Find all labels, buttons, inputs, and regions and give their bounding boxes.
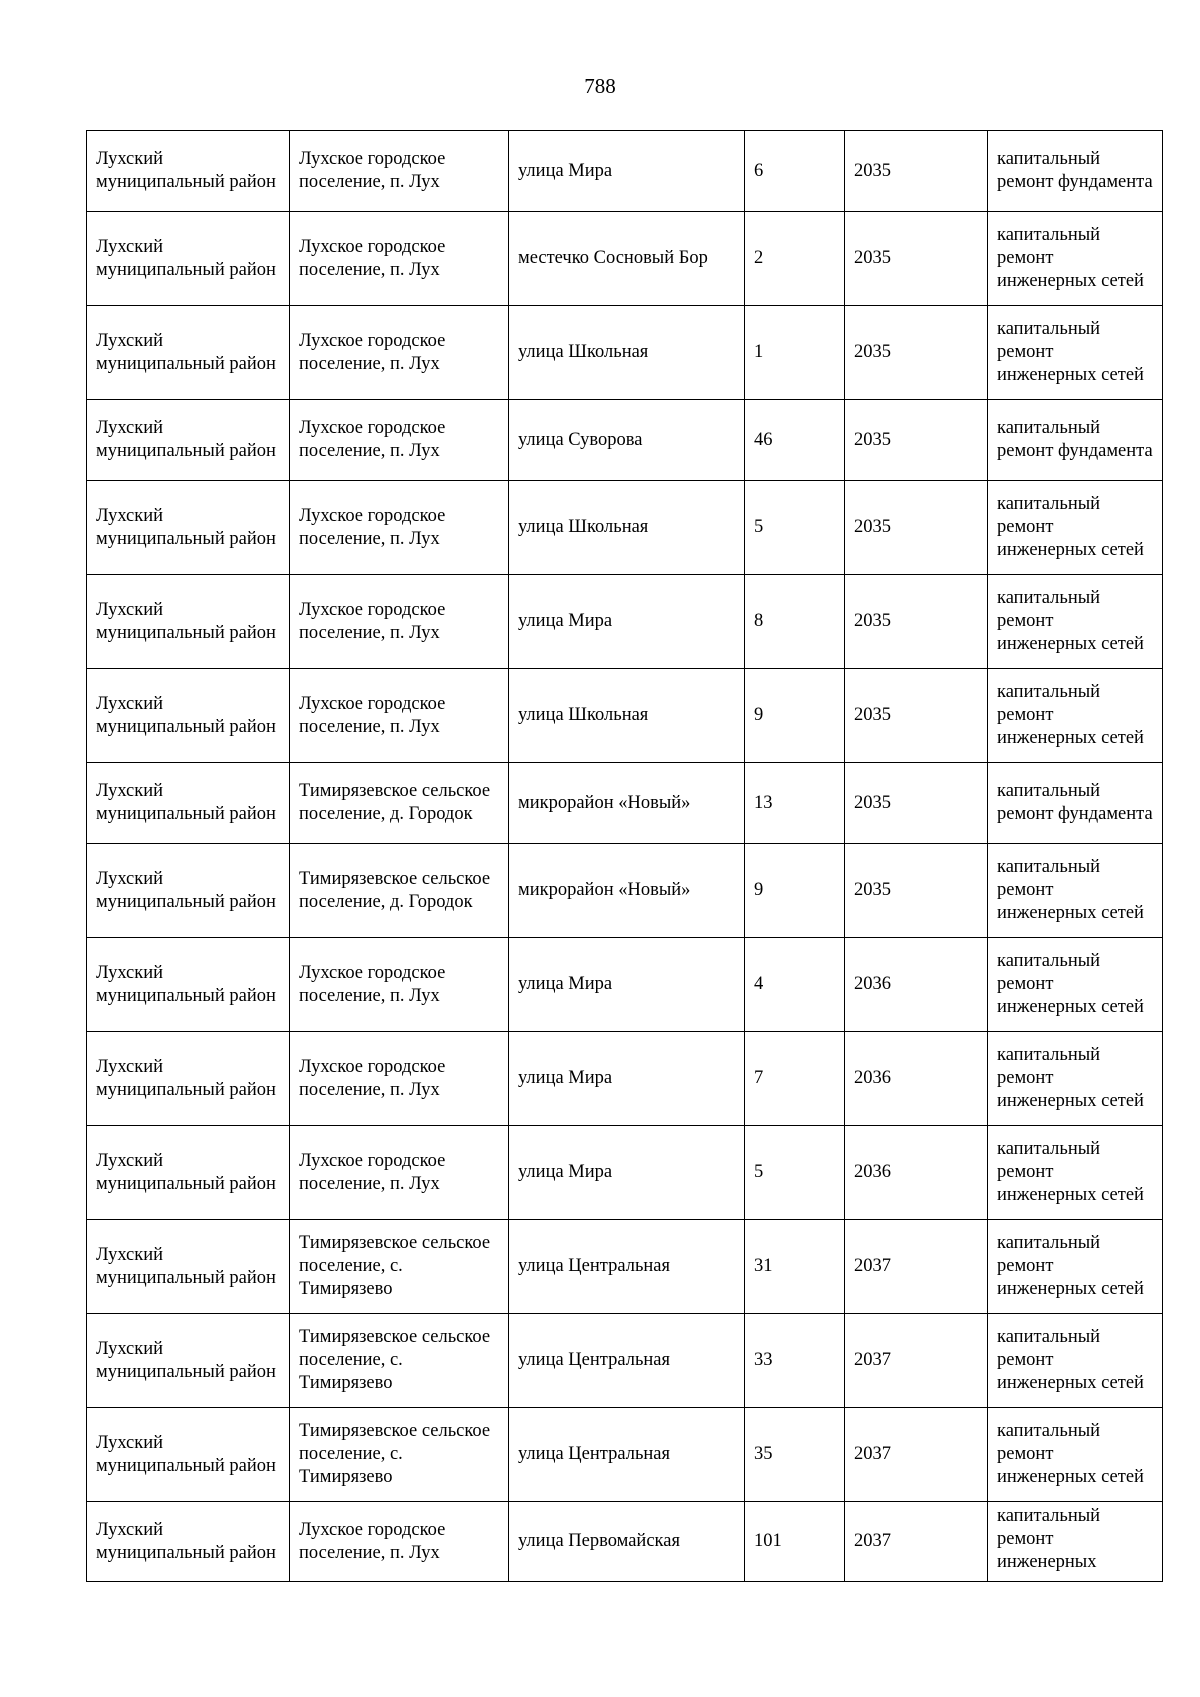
year-cell: 2036 — [845, 1126, 988, 1220]
house-number-cell: 35 — [745, 1408, 845, 1502]
house-number-cell: 6 — [745, 131, 845, 212]
district-cell: Лухский муниципальный район — [87, 763, 290, 844]
district-cell: Лухский муниципальный район — [87, 1502, 290, 1582]
year-cell: 2035 — [845, 669, 988, 763]
street-cell: улица Мира — [509, 131, 745, 212]
work-type-cell: капитальный ремонт инженерных сетей — [988, 481, 1163, 575]
work-type-cell: капитальный ремонт фундамента — [988, 763, 1163, 844]
street-cell: улица Мира — [509, 575, 745, 669]
street-cell: улица Мира — [509, 1126, 745, 1220]
street-cell: улица Суворова — [509, 400, 745, 481]
street-cell: микрорайон «Новый» — [509, 844, 745, 938]
page-number: 788 — [584, 74, 616, 98]
street-cell: улица Школьная — [509, 481, 745, 575]
work-type-cell: капитальный ремонт фундамента — [988, 131, 1163, 212]
street-cell: улица Мира — [509, 1032, 745, 1126]
settlement-cell: Тимирязевское сельское поселение, д. Городок — [290, 844, 509, 938]
work-type-cell: капитальный ремонт инженерных сетей — [988, 212, 1163, 306]
house-number-cell: 101 — [745, 1502, 845, 1582]
year-cell: 2037 — [845, 1502, 988, 1582]
table-row — [87, 669, 1163, 763]
table-row — [87, 131, 1163, 212]
year-cell: 2035 — [845, 763, 988, 844]
table-row — [87, 938, 1163, 1032]
table-row — [87, 1408, 1163, 1502]
settlement-cell: Лухское городское поселение, п. Лух — [290, 1032, 509, 1126]
year-cell: 2037 — [845, 1408, 988, 1502]
year-cell: 2035 — [845, 306, 988, 400]
house-number-cell: 7 — [745, 1032, 845, 1126]
district-cell: Лухский муниципальный район — [87, 844, 290, 938]
street-cell: улица Центральная — [509, 1408, 745, 1502]
year-cell: 2037 — [845, 1314, 988, 1408]
house-number-cell: 5 — [745, 481, 845, 575]
housing-repair-table — [86, 130, 1163, 1582]
work-type-cell: капитальный ремонт инженерных сетей — [988, 1220, 1163, 1314]
table-row — [87, 575, 1163, 669]
settlement-cell: Лухское городское поселение, п. Лух — [290, 400, 509, 481]
settlement-cell: Лухское городское поселение, п. Лух — [290, 212, 509, 306]
settlement-cell: Тимирязевское сельское поселение, д. Городок — [290, 763, 509, 844]
settlement-cell: Лухское городское поселение, п. Лух — [290, 481, 509, 575]
street-cell: улица Первомайская — [509, 1502, 745, 1582]
year-cell: 2035 — [845, 844, 988, 938]
table-row — [87, 763, 1163, 844]
work-type-cell: капитальный ремонт инженерных сетей — [988, 306, 1163, 400]
house-number-cell: 13 — [745, 763, 845, 844]
street-cell: улица Мира — [509, 938, 745, 1032]
district-cell: Лухский муниципальный район — [87, 575, 290, 669]
district-cell: Лухский муниципальный район — [87, 131, 290, 212]
table-row — [87, 1032, 1163, 1126]
work-type-cell: капитальный ремонт инженерных сетей — [988, 575, 1163, 669]
table-row — [87, 1126, 1163, 1220]
settlement-cell: Тимирязевское сельское поселение, с. Тимирязево — [290, 1220, 509, 1314]
work-type-cell: капитальный ремонт инженерных сетей — [988, 1314, 1163, 1408]
work-type-cell: капитальный ремонт инженерных сетей — [988, 844, 1163, 938]
district-cell: Лухский муниципальный район — [87, 1408, 290, 1502]
house-number-cell: 9 — [745, 669, 845, 763]
settlement-cell: Тимирязевское сельское поселение, с. Тимирязево — [290, 1314, 509, 1408]
year-cell: 2035 — [845, 131, 988, 212]
district-cell: Лухский муниципальный район — [87, 212, 290, 306]
district-cell: Лухский муниципальный район — [87, 938, 290, 1032]
house-number-cell: 5 — [745, 1126, 845, 1220]
year-cell: 2035 — [845, 400, 988, 481]
street-cell: местечко Сосновый Бор — [509, 212, 745, 306]
district-cell: Лухский муниципальный район — [87, 1314, 290, 1408]
settlement-cell: Лухское городское поселение, п. Лух — [290, 1126, 509, 1220]
work-type-cell: капитальный ремонт инженерных сетей — [988, 1032, 1163, 1126]
work-type-cell: капитальный ремонт инженерных сетей — [988, 669, 1163, 763]
table-row — [87, 306, 1163, 400]
settlement-cell: Лухское городское поселение, п. Лух — [290, 575, 509, 669]
house-number-cell: 2 — [745, 212, 845, 306]
district-cell: Лухский муниципальный район — [87, 1126, 290, 1220]
work-type-cell: капитальный ремонт инженерных сетей — [988, 938, 1163, 1032]
year-cell: 2035 — [845, 212, 988, 306]
year-cell: 2036 — [845, 938, 988, 1032]
house-number-cell: 8 — [745, 575, 845, 669]
street-cell: улица Центральная — [509, 1314, 745, 1408]
settlement-cell: Тимирязевское сельское поселение, с. Тимирязево — [290, 1408, 509, 1502]
table-row — [87, 400, 1163, 481]
district-cell: Лухский муниципальный район — [87, 1032, 290, 1126]
street-cell: улица Центральная — [509, 1220, 745, 1314]
table-row — [87, 212, 1163, 306]
house-number-cell: 1 — [745, 306, 845, 400]
house-number-cell: 31 — [745, 1220, 845, 1314]
year-cell: 2035 — [845, 575, 988, 669]
year-cell: 2037 — [845, 1220, 988, 1314]
district-cell: Лухский муниципальный район — [87, 481, 290, 575]
district-cell: Лухский муниципальный район — [87, 669, 290, 763]
year-cell: 2035 — [845, 481, 988, 575]
settlement-cell: Лухское городское поселение, п. Лух — [290, 938, 509, 1032]
work-type-cell: капитальный ремонт инженерных сетей — [988, 1126, 1163, 1220]
street-cell: микрорайон «Новый» — [509, 763, 745, 844]
table-row — [87, 1220, 1163, 1314]
settlement-cell: Лухское городское поселение, п. Лух — [290, 1502, 509, 1582]
house-number-cell: 33 — [745, 1314, 845, 1408]
table-row — [87, 1502, 1163, 1582]
work-type-cell: капитальный ремонт инженерных сетей — [988, 1408, 1163, 1502]
district-cell: Лухский муниципальный район — [87, 306, 290, 400]
table-row — [87, 1314, 1163, 1408]
table-row — [87, 844, 1163, 938]
district-cell: Лухский муниципальный район — [87, 400, 290, 481]
settlement-cell: Лухское городское поселение, п. Лух — [290, 131, 509, 212]
street-cell: улица Школьная — [509, 669, 745, 763]
table-row — [87, 481, 1163, 575]
year-cell: 2036 — [845, 1032, 988, 1126]
work-type-cell: капитальный ремонт инженерных — [988, 1502, 1163, 1582]
settlement-cell: Лухское городское поселение, п. Лух — [290, 669, 509, 763]
work-type-cell: капитальный ремонт фундамента — [988, 400, 1163, 481]
settlement-cell: Лухское городское поселение, п. Лух — [290, 306, 509, 400]
district-cell: Лухский муниципальный район — [87, 1220, 290, 1314]
house-number-cell: 9 — [745, 844, 845, 938]
house-number-cell: 4 — [745, 938, 845, 1032]
street-cell: улица Школьная — [509, 306, 745, 400]
house-number-cell: 46 — [745, 400, 845, 481]
